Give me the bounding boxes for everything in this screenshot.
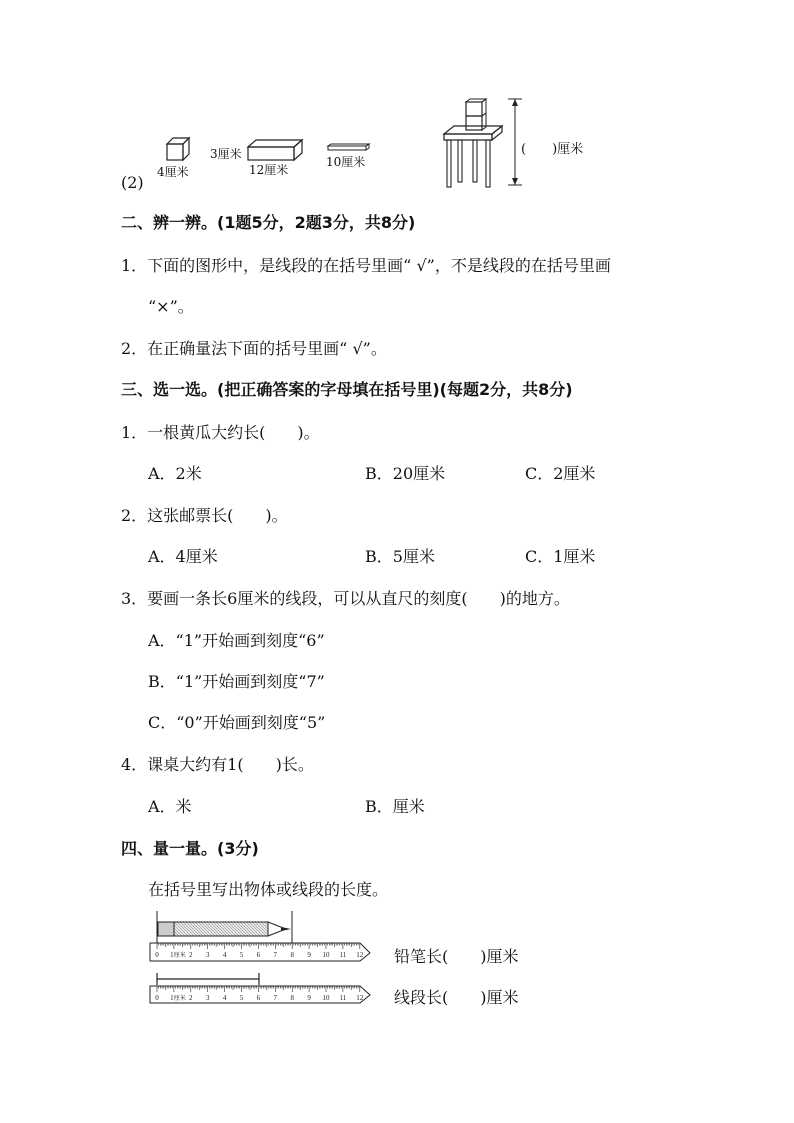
ruler-tick-label: 5 xyxy=(239,994,244,1002)
cube-label: 4厘米 xyxy=(157,165,189,179)
question-stem: 4．课桌大约有1( )长。 xyxy=(121,755,314,774)
ruler-tick-label: 1 xyxy=(170,951,174,959)
ruler-tick-label: 8 xyxy=(290,994,294,1002)
height-answer-blank[interactable]: ( )厘米 xyxy=(521,142,584,157)
question-stem: 1．一根黄瓜大约长( )。 xyxy=(121,423,320,442)
ruler-tick-label: 2 xyxy=(189,951,193,959)
ruler-tick-label: 4 xyxy=(222,994,227,1002)
question-stem: 3．要画一条长6厘米的线段，可以从直尺的刻度( )的地方。 xyxy=(121,589,570,608)
ruler-tick-label: 10 xyxy=(322,994,330,1002)
option-b[interactable]: B．厘米 xyxy=(365,797,425,816)
section2-q1-line2: “×”。 xyxy=(148,297,194,316)
ruler-tick-label: 4 xyxy=(222,951,227,959)
option-c[interactable]: C．1厘米 xyxy=(525,547,596,566)
ruler-tick-label: 6 xyxy=(256,951,261,959)
ruler-tick-label: 7 xyxy=(273,951,278,959)
section3-heading: 三、选一选。(把正确答案的字母填在括号里)(每题2分，共8分) xyxy=(121,380,573,399)
ruler-tick-label: 3 xyxy=(205,994,210,1002)
stool-with-stack-figure xyxy=(440,98,530,190)
option-b[interactable]: B．“1”开始画到刻度“7” xyxy=(148,672,325,691)
segment-ruler-figure xyxy=(150,970,375,1006)
option-a[interactable]: A．4厘米 xyxy=(148,547,218,566)
ruler-tick-label: 5 xyxy=(239,951,244,959)
option-c[interactable]: C．2厘米 xyxy=(525,464,596,483)
pencil-ruler-figure xyxy=(150,910,375,962)
ruler-tick-label: 8 xyxy=(290,951,294,959)
section2-heading: 二、辨一辨。(1题5分，2题3分，共8分) xyxy=(121,213,416,232)
ruler-tick-label: 6 xyxy=(256,994,261,1002)
section2-q2: 2．在正确量法下面的括号里画“ √”。 xyxy=(121,339,387,358)
segment-length-answer[interactable]: 线段长( )厘米 xyxy=(394,988,519,1007)
ruler-tick-label: 9 xyxy=(307,994,311,1002)
bar-figure xyxy=(327,143,371,153)
ruler-tick-label: 11 xyxy=(339,994,347,1002)
ruler-tick-label: 7 xyxy=(273,994,278,1002)
question-stem: 2．这张邮票长( )。 xyxy=(121,506,288,525)
pencil-length-answer[interactable]: 铅笔长( )厘米 xyxy=(394,947,519,966)
ruler-tick-label: 11 xyxy=(339,951,347,959)
option-c[interactable]: C．“0”开始画到刻度“5” xyxy=(148,713,326,732)
ruler-tick-label: 10 xyxy=(322,951,330,959)
ruler-tick-label: 3 xyxy=(205,951,210,959)
option-a[interactable]: A．2米 xyxy=(148,464,202,483)
box-figure xyxy=(246,139,306,163)
ruler-tick-label: 2 xyxy=(189,994,193,1002)
section4-heading: 四、量一量。(3分) xyxy=(121,839,259,858)
ruler-tick-label: 12 xyxy=(356,994,364,1002)
ruler-unit-label: 厘米 xyxy=(173,953,186,959)
pencil-icon xyxy=(158,922,291,936)
option-b[interactable]: B．5厘米 xyxy=(365,547,435,566)
cube-figure xyxy=(165,136,195,166)
option-a[interactable]: A．“1”开始画到刻度“6” xyxy=(148,631,325,650)
item-number: (2) xyxy=(121,173,144,192)
line-segment xyxy=(157,973,259,985)
section2-q1-line1: 1．下面的图形中，是线段的在括号里画“ √”，不是线段的在括号里画 xyxy=(121,256,611,275)
bar-label: 10厘米 xyxy=(326,155,366,169)
box-height-label: 3厘米 xyxy=(210,147,242,161)
ruler-tick-label: 0 xyxy=(155,951,159,959)
ruler-tick-label: 1 xyxy=(170,994,174,1002)
section4-instruction: 在括号里写出物体或线段的长度。 xyxy=(148,880,389,899)
ruler-tick-label: 0 xyxy=(155,994,159,1002)
option-a[interactable]: A．米 xyxy=(148,797,192,816)
option-b[interactable]: B．20厘米 xyxy=(365,464,446,483)
box-length-label: 12厘米 xyxy=(249,163,289,177)
ruler-tick-label: 9 xyxy=(307,951,311,959)
ruler-tick-label: 12 xyxy=(356,951,364,959)
ruler-unit-label: 厘米 xyxy=(173,996,186,1002)
